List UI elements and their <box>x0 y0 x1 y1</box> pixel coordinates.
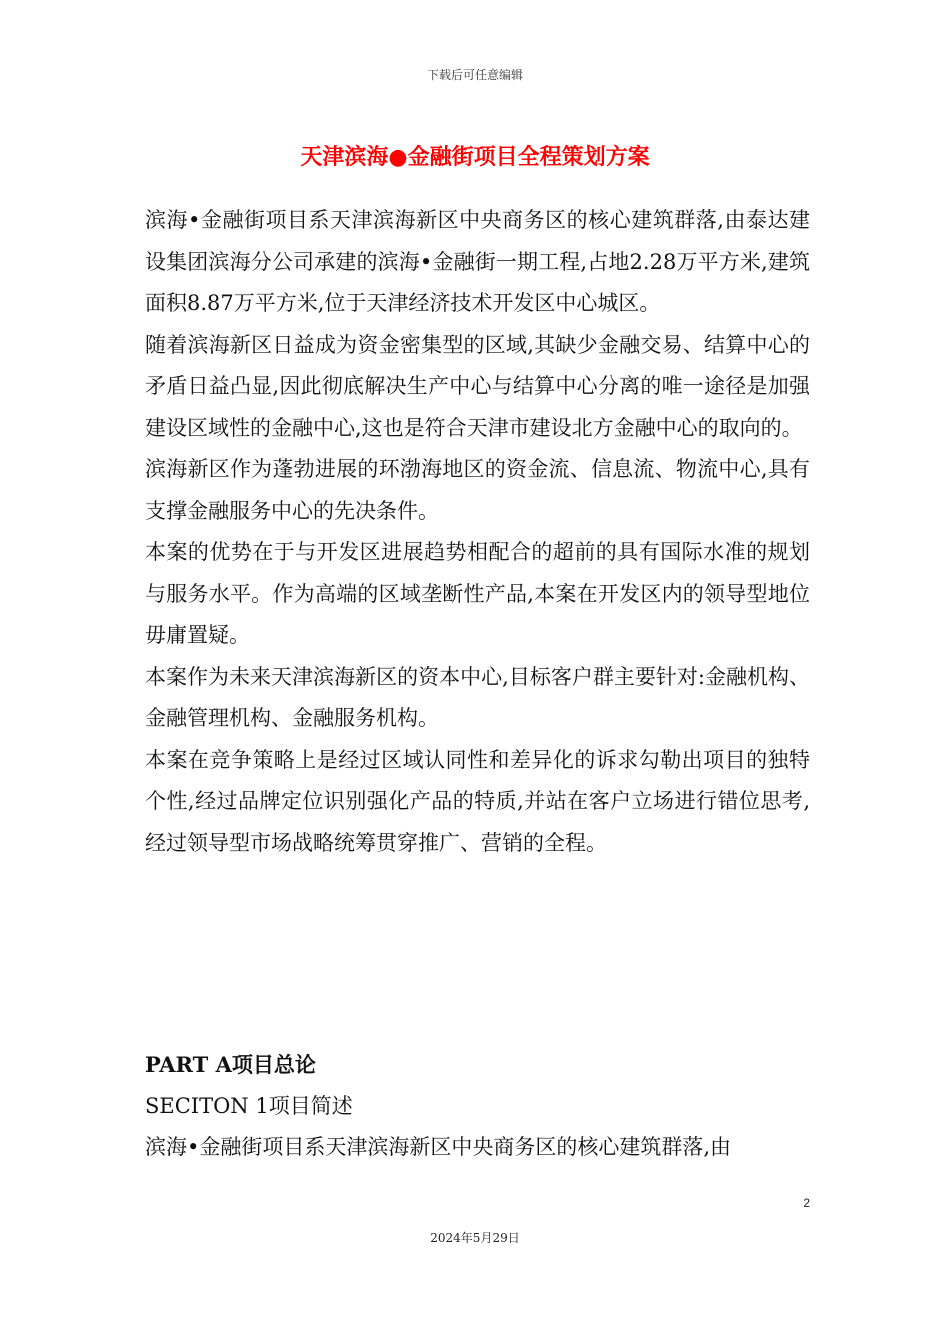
page-number: 2 <box>803 1196 810 1210</box>
section-first-line: 滨海•金融街项目系天津滨海新区中央商务区的核心建筑群落,由 <box>145 1135 732 1159</box>
paragraph-target-clients: 本案作为未来天津滨海新区的资本中心,目标客户群主要针对:金融机构、金融管理机构、金融服务机构。 <box>145 664 810 730</box>
paragraph-background: 随着滨海新区日益成为资金密集型的区域,其缺少金融交易、结算中心的矛盾日益凸显,因此彻底解决生产中心与结算中心分离的唯一途径是加强建设区域性的金融中心,这也是符合天津市建设北方金融中心的取向的。 <box>145 332 810 440</box>
paragraph-intro: 滨海•金融街项目系天津滨海新区中央商务区的核心建筑群落,由泰达建设集团滨海分公司承建的滨海•金融街一期工程,占地2.28万平方米,建筑面积8.87万平方米,位于天津经济技术开发区中心城区。 <box>145 208 810 315</box>
part-a-section <box>145 1044 810 1169</box>
paragraph-strategy: 本案在竞争策略上是经过区域认同性和差异化的诉求勾勒出项目的独特个性,经过品牌定位识别强化产品的特质,并站在客户立场进行错位思考,经过领导型市场战略统筹贯穿推广、营销的全程。 <box>145 747 810 855</box>
paragraph-project-advantage: 本案的优势在于与开发区进展趋势相配合的超前的具有国际水准的规划与服务水平。作为高端的区域垄断性产品,本案在开发区内的领导型地位毋庸置疑。 <box>145 540 810 647</box>
part-heading: PART A项目总论 <box>145 1052 316 1077</box>
document-body <box>145 200 810 864</box>
footer-date: 2024年5月29日 <box>430 1231 520 1245</box>
header-note: 下载后可任意编辑 <box>426 68 523 82</box>
section-heading: SECITON 1项目简述 <box>145 1093 353 1118</box>
paragraph-location-advantage: 滨海新区作为蓬勃进展的环渤海地区的资金流、信息流、物流中心,具有支撑金融服务中心的先决条件。 <box>145 457 810 523</box>
document-title: 天津滨海●金融街项目全程策划方案 <box>300 145 650 170</box>
